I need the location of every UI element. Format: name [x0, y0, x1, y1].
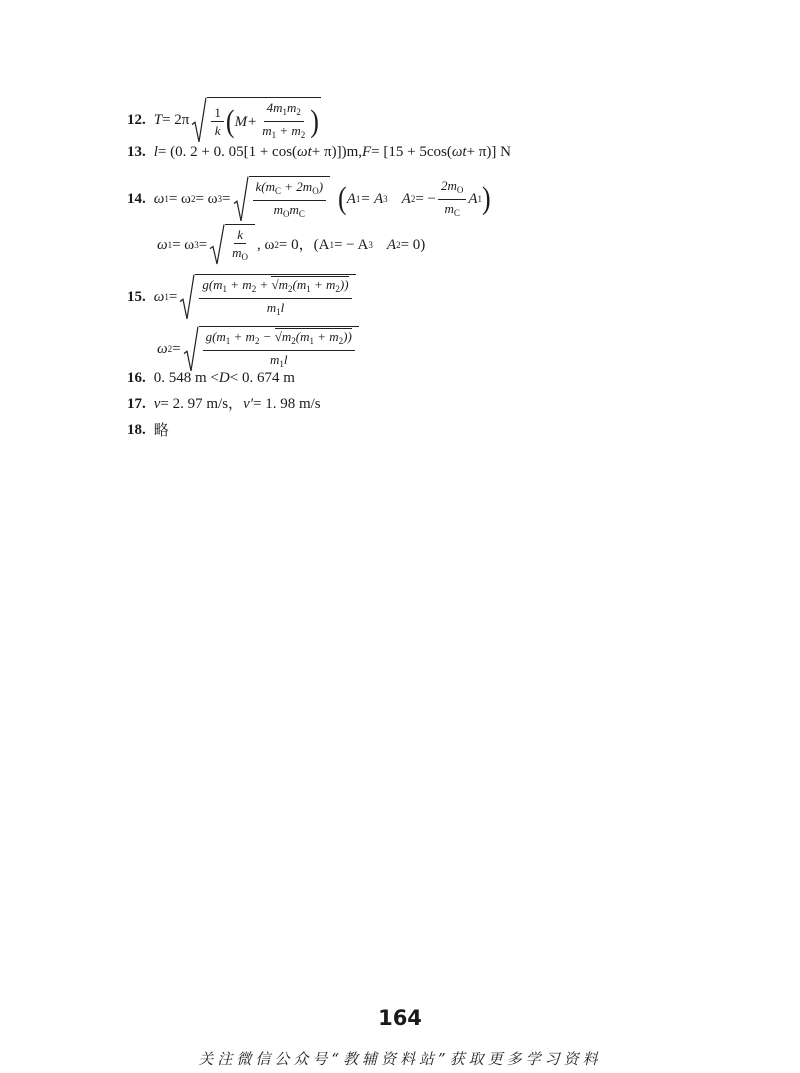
sqrt: $\frac{g(m_1 + m_2 + √m_2(m_1 + m_2))}{m_1l}$	[179, 274, 355, 320]
sqrt: $\frac{k}{m_O}$	[209, 224, 255, 265]
sqrt: $\frac{k(m_C + 2m_O)}{m_Om_C}$	[233, 176, 331, 222]
formula: ω 1 = ω 3 = $\frac{k}{m_O}$ , ω 2 = 0，(A 1 = − A 3 A 2 = 0)	[157, 224, 425, 265]
answer-12	[127, 97, 323, 143]
answer-text: 略	[153, 421, 169, 439]
question-number: 16.	[127, 370, 146, 386]
question-number: 13.	[127, 144, 146, 160]
formula: 0. 548 m < D < 0. 674 m	[153, 370, 295, 386]
sqrt: $\frac{1}{k}$ ( M+ $\frac{4m_1m_2}{m_1 + m_2}$ )	[191, 97, 321, 143]
question-number: 17.	[127, 396, 146, 412]
answer-15-line2	[157, 326, 361, 372]
answer-15-line1	[127, 274, 358, 320]
answer-14-line1	[127, 176, 491, 222]
question-number: 12.	[127, 112, 146, 128]
answer-17	[127, 395, 321, 413]
formula: ω 1 = ω 2 = ω 3 = $\frac{k(m_C + 2m_O)}{m_Om_C}$ ( A 1 = A 3 A 2 = − $\frac{2m_O}{m_C}$ A 1 )	[154, 176, 491, 222]
answer-16	[127, 369, 295, 387]
formula: ω 1 = $\frac{g(m_1 + m_2 + √m_2(m_1 + m_2))}{m_1l}$	[154, 274, 358, 320]
question-number: 14.	[127, 191, 146, 207]
formula: T = 2π $\frac{1}{k}$ ( M+ $\frac{4m_1m_2}{m_1 + m_2}$ )	[154, 97, 323, 143]
answer-18	[127, 421, 169, 439]
sqrt: $\frac{g(m_1 + m_2 - √m_2(m_1 + m_2))}{m_1l}$	[183, 326, 359, 372]
page-number: 164	[378, 1006, 422, 1030]
formula: v = 2. 97 m/s， v′ = 1. 98 m/s	[153, 396, 321, 412]
answer-14-line2	[157, 224, 425, 265]
question-number: 15.	[127, 289, 146, 305]
formula: ω 2 = $\frac{g(m_1 + m_2 - √m_2(m_1 + m_2))}{m_1l}$	[157, 326, 361, 372]
question-number: 18.	[127, 422, 146, 438]
answer-13	[127, 143, 511, 161]
footer-note: 关注微信公众号“教辅资料站”获取更多学习资料	[198, 1050, 602, 1068]
formula: l = (0. 2 + 0. 05[1 + cos( ωt + π)])m, F = [15 + 5cos( ωt + π)] N	[153, 144, 511, 160]
